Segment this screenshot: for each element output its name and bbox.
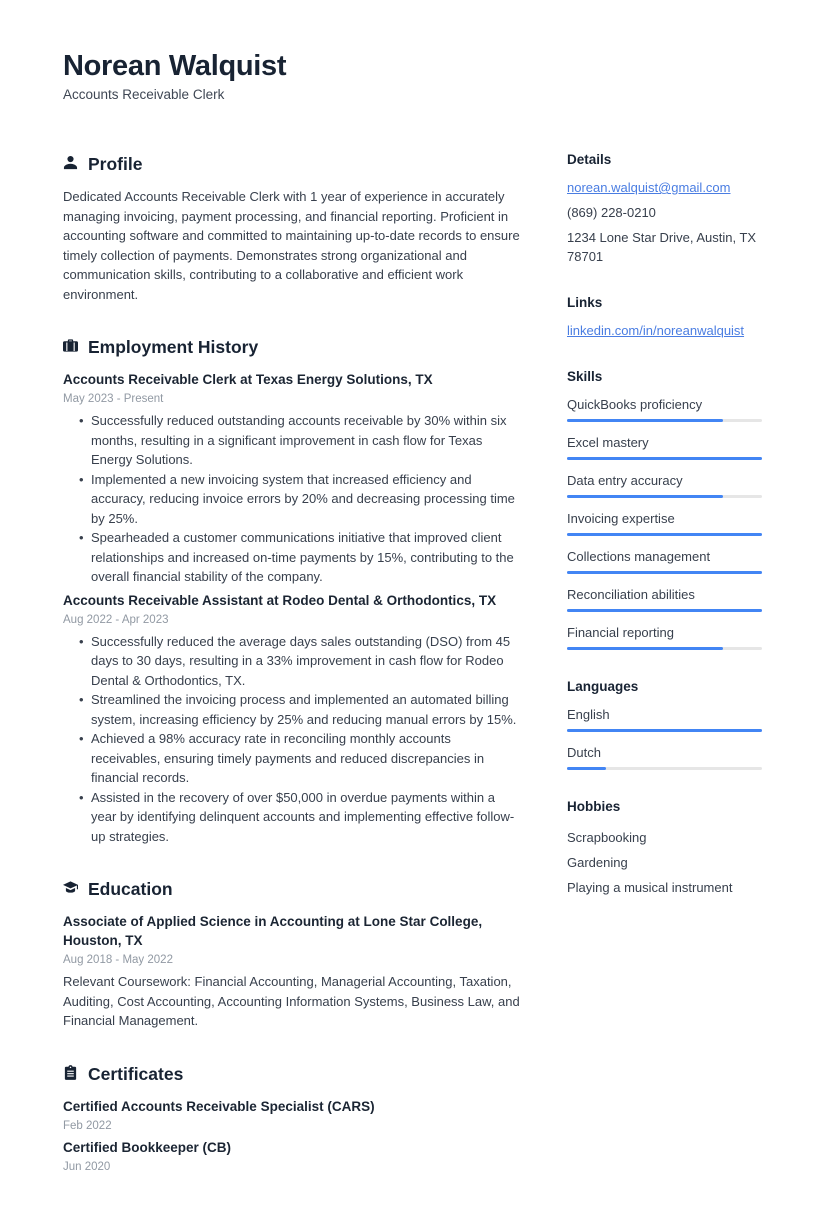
- job-bullet: • Achieved a 98% accuracy rate in reconciling monthly accounts receivables, ensuring timely payments and reduced discrepancies in financial records.: [79, 729, 520, 788]
- language-bar-track: [567, 767, 762, 770]
- hobby-item: Playing a musical instrument: [567, 880, 733, 895]
- certificate-entry: [63, 1138, 520, 1175]
- job-bullet-list: [79, 411, 520, 587]
- skill-bar-fill: [567, 457, 762, 460]
- job-bullet: • Assisted in the recovery of over $50,000 in overdue payments within a year by identifying delinquent accounts and implementing effective follow-up strategies.: [79, 788, 520, 847]
- education-section: [63, 876, 520, 1031]
- language-bar-fill: [567, 767, 606, 770]
- skill-label: Excel mastery: [567, 435, 649, 450]
- header: [63, 48, 520, 104]
- languages-heading: Languages: [567, 679, 639, 694]
- certificate-title: Certified Bookkeeper (CB): [63, 1139, 232, 1155]
- skill-bar-fill: [567, 419, 723, 422]
- skills-section: [567, 367, 762, 650]
- profile-text: Dedicated Accounts Receivable Clerk with 1 year of experience in accurately managing invoicing, payment processing, and financial reporting. Proficient in accounting software and committed to maintaining up-to-date records to ensure timely collection of payments. Demonstrates strong organizational and communication skills, contributing to a collaborative and efficient work environment.: [63, 189, 520, 302]
- hobbies-section: [567, 797, 762, 900]
- job-bullet: • Spearheaded a customer communications initiative that improved client relationships and increased on-time payments by 15%, contributing to the overall financial stability of the company.: [79, 528, 520, 587]
- certificates-section: [63, 1061, 520, 1175]
- certificates-heading: Certificates: [63, 1061, 520, 1087]
- job-dates: May 2023 - Present: [63, 393, 164, 405]
- details-section: [567, 150, 762, 266]
- skill-item: [567, 433, 762, 460]
- job-entry: [63, 591, 520, 847]
- job-dates: Aug 2022 - Apr 2023: [63, 613, 169, 626]
- email-link[interactable]: norean.walquist@gmail.com: [567, 180, 731, 195]
- skill-bar-fill: [567, 647, 723, 650]
- certificate-entry: [63, 1097, 520, 1134]
- skill-label: Reconciliation abilities: [567, 587, 695, 602]
- skill-item: [567, 547, 762, 574]
- languages-section: [567, 677, 762, 770]
- language-label: English: [567, 707, 610, 722]
- details-heading: Details: [567, 152, 612, 167]
- education-heading: Education: [63, 876, 520, 902]
- job-entry: [63, 370, 520, 587]
- person-icon: [63, 151, 78, 177]
- skill-bar-track: [567, 609, 762, 612]
- skill-bar-track: [567, 533, 762, 536]
- clipboard-icon: [63, 1061, 78, 1087]
- profile-section: [63, 151, 520, 304]
- hobby-item: Gardening: [567, 855, 628, 870]
- language-bar-track: [567, 729, 762, 732]
- skill-bar-fill: [567, 495, 723, 498]
- language-bar-fill: [567, 729, 762, 732]
- briefcase-icon: [63, 334, 78, 360]
- skill-bar-track: [567, 647, 762, 650]
- skill-label: Financial reporting: [567, 625, 674, 640]
- education-title: Associate of Applied Science in Accounting at Lone Star College, Houston, TX: [63, 914, 483, 948]
- skill-bar-fill: [567, 609, 762, 612]
- certificate-title: Certified Accounts Receivable Specialist (CARS): [63, 1098, 375, 1114]
- links-section: [567, 293, 762, 340]
- hobby-item: Scrapbooking: [567, 830, 647, 845]
- job-title: Accounts Receivable Assistant at Rodeo Dental & Orthodontics, TX: [63, 592, 497, 608]
- education-dates: Aug 2018 - May 2022: [63, 954, 173, 966]
- graduation-cap-icon: [63, 876, 78, 902]
- skill-item: [567, 509, 762, 536]
- links-heading: Links: [567, 295, 603, 310]
- skill-item: [567, 395, 762, 422]
- skills-heading: Skills: [567, 369, 603, 384]
- skill-bar-track: [567, 419, 762, 422]
- skill-item: [567, 585, 762, 612]
- language-item: [567, 705, 762, 732]
- skill-label: Data entry accuracy: [567, 473, 683, 488]
- phone-number: (869) 228-0210: [567, 205, 656, 220]
- certificate-dates: Feb 2022: [63, 1119, 112, 1132]
- skill-bar-track: [567, 495, 762, 498]
- job-bullet: • Implemented a new invoicing system that increased efficiency and accuracy, reducing invoice errors by 20% and decreasing processing time by 25%.: [79, 470, 520, 529]
- skill-label: QuickBooks proficiency: [567, 397, 703, 412]
- hobbies-heading: Hobbies: [567, 799, 621, 814]
- main-column: [63, 48, 520, 1179]
- skill-item: [567, 471, 762, 498]
- address-line-2: 78701: [567, 249, 604, 264]
- skill-label: Collections management: [567, 549, 711, 564]
- employment-section: [63, 334, 520, 846]
- job-bullet: • Successfully reduced the average days sales outstanding (DSO) from 45 days to 30 days, resulting in a 33% improvement in cash flow for Rodeo Dental & Orthodontics, TX.: [79, 632, 520, 691]
- certificate-dates: Jun 2020: [63, 1160, 111, 1173]
- skill-bar-fill: [567, 533, 762, 536]
- skill-bar-track: [567, 571, 762, 574]
- job-bullet: • Streamlined the invoicing process and implemented an automated billing system, increasing efficiency by 25% and reducing manual errors by 15%.: [79, 690, 520, 729]
- job-bullet: • Successfully reduced outstanding accounts receivable by 30% within six months, resulting in a significant improvement in cash flow for Texas Energy Solutions.: [79, 411, 520, 470]
- address-line-1: 1234 Lone Star Drive, Austin, TX: [567, 230, 757, 245]
- language-label: Dutch: [567, 745, 601, 760]
- education-description: Relevant Coursework: Financial Accounting, Managerial Accounting, Taxation, Auditing, Cost Accounting, Accounting Information Systems, Business Law, and Financial Management.: [63, 974, 520, 1028]
- job-title: Accounts Receivable Clerk at Texas Energy Solutions, TX: [63, 372, 433, 387]
- skill-label: Invoicing expertise: [567, 511, 675, 526]
- skill-item: [567, 623, 762, 650]
- profile-heading: Profile: [63, 151, 520, 177]
- education-entry: [63, 912, 520, 1031]
- candidate-job-title: Accounts Receivable Clerk: [63, 87, 225, 102]
- skill-bar-fill: [567, 571, 762, 574]
- skill-bar-track: [567, 457, 762, 460]
- employment-heading: Employment History: [63, 334, 520, 360]
- sidebar: [567, 150, 762, 1179]
- language-item: [567, 743, 762, 770]
- job-bullet-list: [79, 632, 520, 847]
- candidate-name: Norean Walquist: [63, 50, 287, 82]
- linkedin-link[interactable]: linkedin.com/in/noreanwalquist: [567, 323, 745, 338]
